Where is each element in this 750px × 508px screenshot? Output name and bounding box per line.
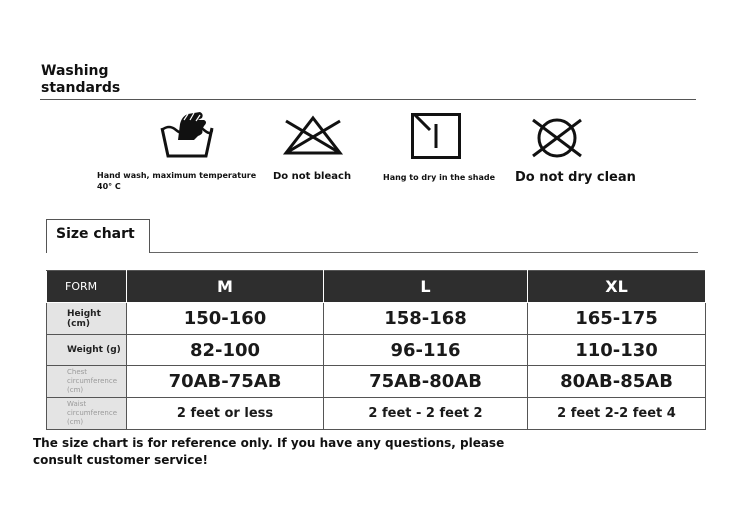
size-chart-table xyxy=(46,270,706,430)
care-label-no-dry-clean: Do not dry clean xyxy=(515,170,636,185)
washing-divider xyxy=(40,99,696,100)
reference-note: The size chart is for reference only. If you have any questions, please consult customer service! xyxy=(33,436,505,467)
care-label-hand-wash-text: Hand wash, maximum temperature xyxy=(97,171,257,180)
table-row xyxy=(47,398,706,430)
table-cell: 82-100 xyxy=(127,335,324,366)
table-cell: 70AB-75AB xyxy=(127,366,324,398)
table-cell: 165-175 xyxy=(528,303,706,335)
no-dry-clean-icon xyxy=(529,116,585,160)
washing-standards-title: Washing standards xyxy=(41,63,121,96)
table-cell: 2 feet or less xyxy=(127,398,324,430)
row-header-waist: Waist circumference (cm) xyxy=(47,398,127,430)
row-header-weight: Weight (g) xyxy=(47,335,127,366)
size-chart-divider xyxy=(150,252,698,253)
column-header-l: L xyxy=(324,271,528,303)
table-cell: 80AB-85AB xyxy=(528,366,706,398)
table-row xyxy=(47,366,706,398)
table-row xyxy=(47,335,706,366)
row-header-height: Height (cm) xyxy=(47,303,127,335)
table-corner-cell: FORM xyxy=(47,271,127,303)
size-chart-title: Size chart xyxy=(56,226,135,242)
care-label-hand-wash-temp: 40° C xyxy=(97,182,121,191)
hand-wash-icon xyxy=(158,110,216,160)
no-bleach-icon xyxy=(282,115,344,157)
table-header-row xyxy=(47,271,706,303)
line-dry-shade-icon xyxy=(410,112,462,160)
care-label-hand-wash xyxy=(97,170,256,192)
table-cell: 75AB-80AB xyxy=(324,366,528,398)
care-label-no-bleach: Do not bleach xyxy=(273,171,352,182)
table-row xyxy=(47,303,706,335)
table-cell: 150-160 xyxy=(127,303,324,335)
table-cell: 2 feet 2-2 feet 4 xyxy=(528,398,706,430)
row-header-chest: Chest circumference (cm) xyxy=(47,366,127,398)
care-label-line-dry: Hang to dry in the shade xyxy=(383,173,496,182)
table-cell: 110-130 xyxy=(528,335,706,366)
table-cell: 96-116 xyxy=(324,335,528,366)
column-header-xl: XL xyxy=(528,271,706,303)
table-cell: 2 feet - 2 feet 2 xyxy=(324,398,528,430)
column-header-m: M xyxy=(127,271,324,303)
table-cell: 158-168 xyxy=(324,303,528,335)
